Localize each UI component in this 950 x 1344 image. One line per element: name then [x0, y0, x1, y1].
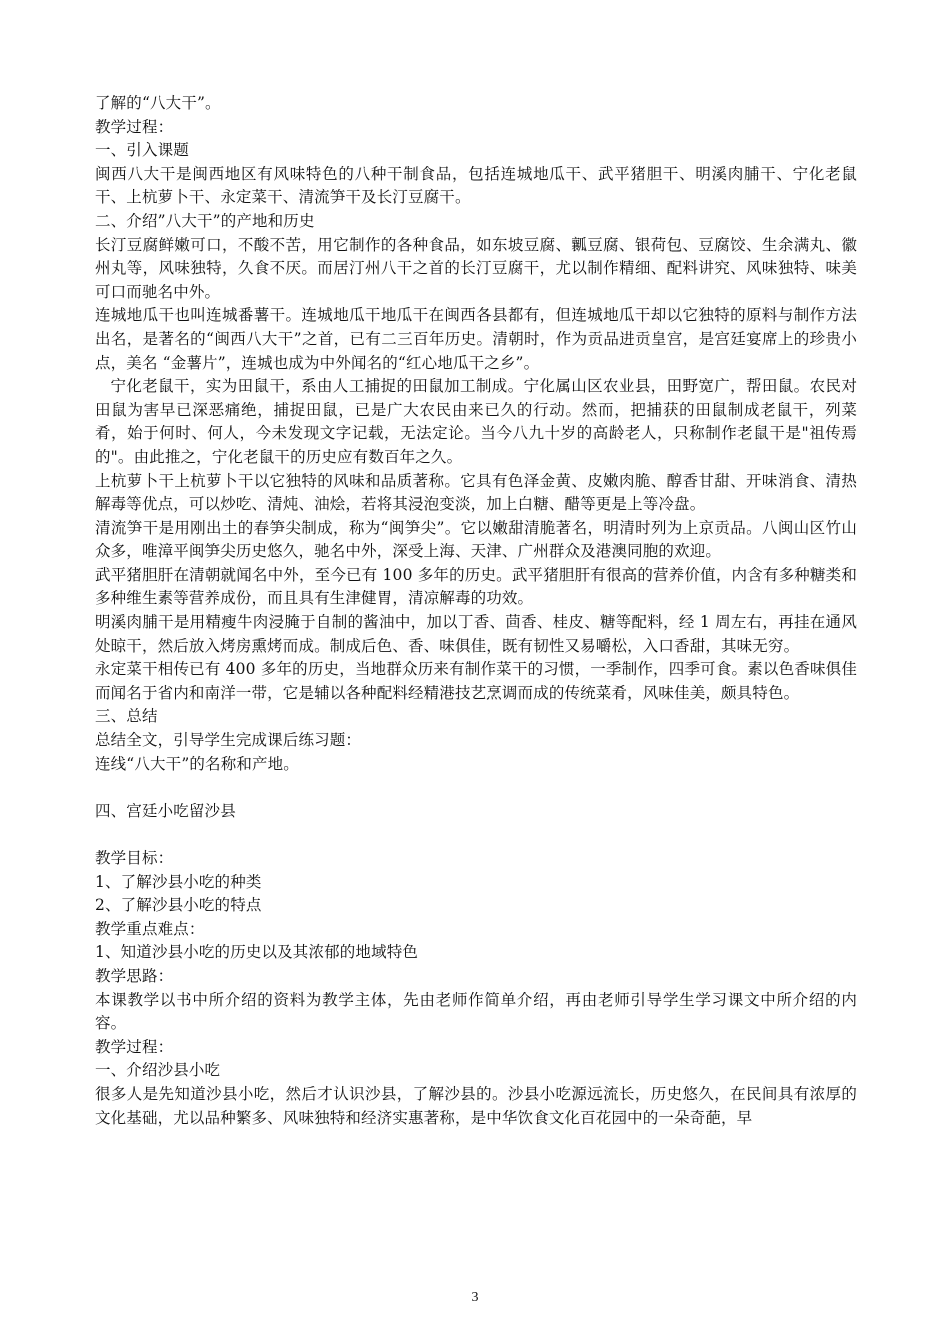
heading: 一、引入课题 — [95, 141, 189, 160]
paragraph: 武平猪胆肝在清朝就闻名中外，至今已有 100 多年的历史。武平猪胆肝有很高的营养价值，内含有多种糖类和多种维生素等营养成份，而且具有生津健胃，清凉解毒的功效。 — [95, 565, 857, 608]
heading: 一、介绍沙县小吃 — [95, 1061, 221, 1080]
list-item: 1、知道沙县小吃的历史以及其浓郁的地域特色 — [95, 943, 419, 962]
paragraph: 了解的“八大干”。 — [95, 94, 221, 112]
paragraph: 连城地瓜干也叫连城番薯干。连城地瓜干地瓜干在闽西各县都有，但连城地瓜干却以它独特的原料与制作方法出名，是著名的“闽西八大干”之首，已有二三百年历史。清朝时，作为贡品进贡皇宫，是宫廷宴席上的珍贵小点，美名 “金薯片”，连城也成为中外闻名的“红心地瓜干之乡”。 — [95, 306, 857, 372]
heading: 教学过程： — [95, 1037, 174, 1056]
page-number: 3 — [471, 1290, 479, 1305]
paragraph: 永定菜干相传已有 400 多年的历史，当地群众历来有制作菜干的习惯，一季制作，四季可食。素以色香味俱佳而闻名于省内和南洋一带，它是辅以各种配料经精港技艺烹调而成的传统菜肴，风味佳美，颇具特色。 — [95, 660, 857, 702]
paragraph: 宁化老鼠干，实为田鼠干，系由人工捕捉的田鼠加工制成。宁化属山区农业县，田野宽广，帮田鼠。农民对田鼠为害早已深恶痛绝，捕捉田鼠，已是广大农民由来已久的行动。然而，把捕获的田鼠制成老鼠干，列菜肴，始于何时、何人，今未发现文字记载，无法定论。当今八九十岁的高龄老人，只称制作老鼠干是"祖传焉的"。由此推之，宁化老鼠干的历史应有数百年之久。 — [95, 377, 857, 466]
blank-line — [95, 823, 857, 847]
section-title: 四、宫廷小吃留沙县 — [95, 801, 236, 820]
paragraph: 长汀豆腐鲜嫩可口，不酸不苦，用它制作的各种食品，如东坡豆腐、瓤豆腐、银荷包、豆腐饺、生余满丸、徽州丸等，风味独特，久食不厌。而居汀州八干之首的长汀豆腐干，尤以制作精细、配料讲究、风味独特、味美可口而驰名中外。 — [95, 235, 857, 301]
document-body — [95, 92, 857, 1130]
heading: 三、总结 — [95, 707, 158, 726]
heading: 教学过程： — [95, 117, 174, 136]
paragraph: 本课教学以书中所介绍的资料为教学主体，先由老师作简单介绍，再由老师引导学生学习课文中所介绍的内容。 — [95, 990, 857, 1033]
paragraph: 明溪肉脯干是用精瘦牛肉浸腌于自制的酱油中，加以丁香、茴香、桂皮、糖等配料，经 1 周左右，再挂在通风处晾干，然后放入烤房熏烤而成。制成后色、香、味俱佳，既有韧性又易嚼松，入口香甜，其味无穷。 — [95, 613, 857, 655]
heading: 教学重点难点： — [95, 919, 205, 938]
paragraph: 上杭萝卜干上杭萝卜干以它独特的风味和品质著称。它具有色泽金黄、皮嫩肉脆、醇香甘甜、开味消食、清热解毒等优点，可以炒吃、清炖、油烩，若将其浸泡变淡，加上白糖、醋等更是上等冷盘。 — [95, 471, 857, 514]
blank-line — [95, 776, 857, 800]
list-item: 1、了解沙县小吃的种类 — [95, 872, 262, 891]
heading: 教学思路： — [95, 966, 174, 985]
paragraph: 连线“八大干”的名称和产地。 — [95, 754, 299, 773]
heading: 二、介绍”八大干”的产地和历史 — [95, 211, 315, 230]
paragraph: 总结全文，引导学生完成课后练习题： — [95, 731, 362, 750]
paragraph: 很多人是先知道沙县小吃，然后才认识沙县，了解沙县的。沙县小吃源远流长，历史悠久，在民间具有浓厚的文化基础，尤以品种繁多、风味独特和经济实惠著称，是中华饮食文化百花园中的一朵奇葩，早 — [95, 1084, 857, 1127]
paragraph: 清流笋干是用刚出土的春笋尖制成，称为“闽笋尖”。它以嫩甜清脆著名，明清时列为上京贡品。八闽山区竹山众多，唯漳平闽笋尖历史悠久，驰名中外，深受上海、天津、广州群众及港澳同胞的欢迎。 — [95, 518, 857, 561]
heading: 教学目标： — [95, 849, 174, 867]
list-item: 2、了解沙县小吃的特点 — [95, 896, 262, 915]
paragraph: 闽西八大干是闽西地区有风味特色的八种干制食品，包括连城地瓜干、武平猪胆干、明溪肉脯干、宁化老鼠干、上杭萝卜干、永定菜干、清流笋干及长汀豆腐干。 — [95, 164, 857, 207]
